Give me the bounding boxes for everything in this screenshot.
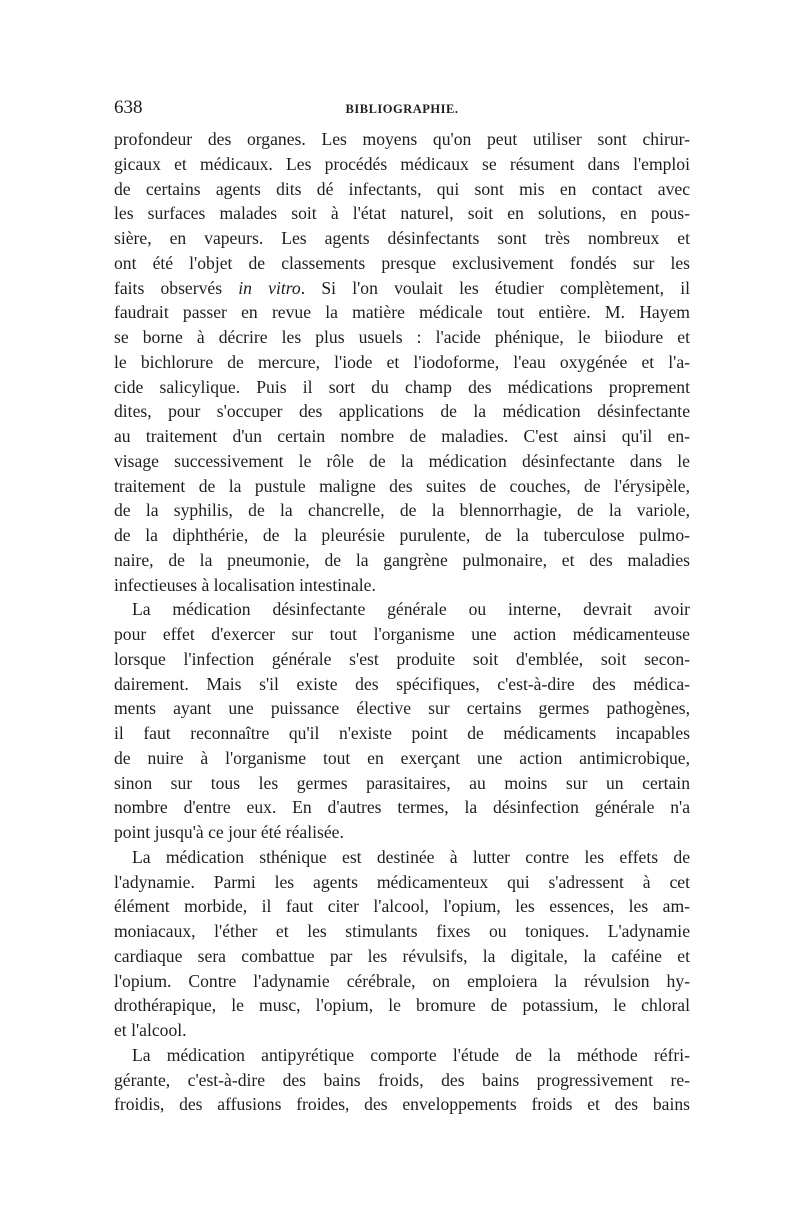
text-line: sière, en vapeurs. Les agents désinfectants sont très nombreux et [114, 228, 690, 248]
text-line: dites, pour s'occuper des applications de la médication désinfectante [114, 401, 690, 422]
text-line: faits observés in vitro. Si l'on voulait les étudier complètement, il [114, 277, 690, 298]
paragraph-end-line: infectieuses à localisation intestinale. [114, 574, 376, 595]
text-line: traitement de la pustule maligne des suites de couches, de l'érysipèle, [114, 475, 690, 496]
text-line: gérante, c'est-à-dire des bains froids, des bains progressivement re- [114, 1069, 690, 1090]
paragraph-start-line: La médication désinfectante générale ou interne, devrait avoir [132, 599, 690, 620]
text-line: pour effet d'exercer sur tout l'organisme une action médicamenteuse [114, 624, 690, 644]
text-line: se borne à décrire les plus usuels : l'acide phénique, le biiodure et [114, 327, 690, 347]
text-line: le bichlorure de mercure, l'iode et l'iodoforme, l'eau oxygénée et l'a- [114, 351, 690, 372]
text-line: froidis, des affusions froides, des enveloppements froids et des bains [114, 1094, 690, 1115]
text-line: de nuire à l'organisme tout en exerçant une action antimicrobique, [114, 747, 690, 768]
text-line: faudrait passer en revue la matière médicale tout entière. M. Hayem [114, 302, 690, 323]
page-number: 638 [114, 97, 143, 118]
text-line: profondeur des organes. Les moyens qu'on peut utiliser sont chirur- [114, 129, 690, 149]
text-line: dairement. Mais s'il existe des spécifiques, c'est-à-dire des médica- [114, 673, 690, 694]
text-line: de la syphilis, de la chancrelle, de la blennorrhagie, de la variole, [114, 500, 690, 521]
body-text [114, 127, 690, 1117]
page-header [114, 97, 690, 127]
text-line: les surfaces malades soit à l'état naturel, soit en solutions, en pous- [114, 203, 690, 224]
paragraph-start-line: La médication sthénique est destinée à lutter contre les effets de [132, 846, 690, 867]
text-line: lorsque l'infection générale s'est produite soit d'emblée, soit secon- [114, 648, 690, 669]
paragraph-end-line: point jusqu'à ce jour été réalisée. [114, 822, 344, 842]
text-line: il faut reconnaître qu'il n'existe point de médicaments incapables [114, 723, 690, 743]
text-line: cide salicylique. Puis il sort du champ des médications proprement [114, 376, 690, 397]
text-line: cardiaque sera combattue par les révulsifs, la digitale, la caféine et [114, 945, 690, 966]
text-line: visage successivement le rôle de la médication désinfectante dans le [114, 450, 690, 471]
text-line: de la diphthérie, de la pleurésie purulente, de la tuberculose pulmo- [114, 525, 690, 545]
running-title: BIBLIOGRAPHIE. [345, 102, 459, 116]
paragraph-start-line: La médication antipyrétique comporte l'étude de la méthode réfri- [132, 1044, 690, 1065]
text-line: l'adynamie. Parmi les agents médicamenteux qui s'adressent à cet [114, 871, 690, 892]
text-line: ments ayant une puissance élective sur certains germes pathogènes, [114, 698, 690, 719]
text-line: l'opium. Contre l'adynamie cérébrale, on emploiera la révulsion hy- [114, 970, 690, 991]
italic-term: in vitro [238, 277, 301, 298]
text-line: élément morbide, il faut citer l'alcool, l'opium, les essences, les am- [114, 896, 690, 917]
paragraph-end-line: et l'alcool. [114, 1020, 187, 1040]
book-page [114, 97, 690, 1117]
text-line: naire, de la pneumonie, de la gangrène pulmonaire, et des maladies [114, 549, 690, 570]
text-line: ont été l'objet de classements presque exclusivement fondés sur les [114, 252, 690, 273]
text-line: gicaux et médicaux. Les procédés médicaux se résument dans l'emploi [114, 153, 690, 174]
text-line: au traitement d'un certain nombre de maladies. C'est ainsi qu'il en- [114, 426, 690, 446]
text-line: de certains agents dits dé infectants, qui sont mis en contact avec [114, 178, 690, 199]
text-line: sinon sur tous les germes parasitaires, au moins sur un certain [114, 772, 690, 793]
text-line: drothérapique, le musc, l'opium, le bromure de potassium, le chloral [114, 995, 690, 1016]
text-line: nombre d'entre eux. En d'autres termes, la désinfection générale n'a [114, 797, 690, 818]
text-line: moniacaux, l'éther et les stimulants fixes ou toniques. L'adynamie [114, 921, 690, 941]
